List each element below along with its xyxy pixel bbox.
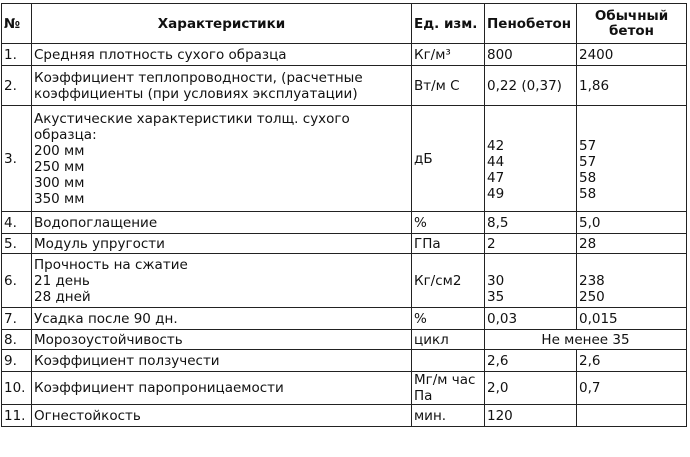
unit-line: Кг/см2 [414, 272, 462, 289]
unit-cell [412, 254, 485, 308]
unit-cell [412, 212, 485, 234]
characteristic-name-line: Усадка после 90 дн. [34, 310, 178, 327]
characteristic-name [32, 212, 412, 234]
foam-concrete-value-line: 2 [487, 235, 496, 252]
row-number: 10. [2, 372, 32, 405]
regular-concrete-value [577, 234, 687, 254]
unit-line: ГПа [414, 235, 441, 252]
unit-line: % [414, 214, 427, 231]
unit-cell [412, 106, 485, 212]
foam-concrete-value-line: 42 [487, 137, 505, 154]
foam-concrete-value [485, 106, 577, 212]
regular-concrete-value-line: 250 [579, 288, 605, 305]
characteristic-name-line: 200 мм [34, 142, 85, 159]
table-row [2, 405, 687, 427]
characteristic-name [32, 308, 412, 330]
characteristic-name-line: 250 мм [34, 158, 85, 175]
regular-concrete-value-line: 238 [579, 272, 605, 289]
characteristic-name [32, 330, 412, 350]
regular-concrete-value [577, 44, 687, 66]
unit-line: Вт/м С [414, 77, 460, 94]
foam-concrete-value-line: 0,22 (0,37) [487, 77, 562, 94]
regular-concrete-value [577, 308, 687, 330]
regular-concrete-value-line: 5,0 [579, 214, 601, 231]
characteristic-name [32, 66, 412, 106]
table-row [2, 372, 687, 405]
table-row [2, 66, 687, 106]
header-characteristic: Характеристики [32, 4, 412, 44]
regular-concrete-value-line: 58 [579, 169, 597, 186]
regular-concrete-value [577, 254, 687, 308]
unit-line: дБ [414, 150, 433, 167]
table-row [2, 212, 687, 234]
regular-concrete-value [577, 212, 687, 234]
table-row [2, 350, 687, 372]
header-number: № [2, 4, 32, 44]
regular-concrete-value-line: 58 [579, 185, 597, 202]
foam-concrete-value [485, 372, 577, 405]
characteristic-name-line: Морозоустойчивость [34, 331, 183, 348]
row-number: 5. [2, 234, 32, 254]
unit-line: Па [414, 388, 433, 404]
foam-concrete-value-line: 120 [487, 407, 513, 424]
unit-cell [412, 66, 485, 106]
unit-line: % [414, 310, 427, 327]
foam-concrete-value-line: 800 [487, 46, 513, 63]
table-row [2, 234, 687, 254]
characteristic-name [32, 44, 412, 66]
characteristic-name [32, 106, 412, 212]
foam-concrete-value-line: 0,03 [487, 310, 518, 327]
regular-concrete-value-line: 28 [579, 235, 597, 252]
header-regular-concrete-line2: бетон [608, 22, 654, 39]
unit-line: цикл [414, 331, 449, 348]
regular-concrete-value [577, 106, 687, 212]
row-number: 6. [2, 254, 32, 308]
foam-concrete-value [485, 405, 577, 427]
characteristic-name-line: Акустические характеристики толщ. сухого [34, 110, 350, 127]
foam-concrete-value-line: 35 [487, 288, 505, 305]
table-body [2, 44, 687, 427]
regular-concrete-value [577, 405, 687, 427]
foam-concrete-value [485, 66, 577, 106]
characteristic-name-line: Огнестойкость [34, 407, 141, 424]
characteristic-name-line: Прочность на сжатие [34, 256, 188, 273]
table-row [2, 308, 687, 330]
unit-cell [412, 350, 485, 372]
row-number: 8. [2, 330, 32, 350]
regular-concrete-value-line: 2,6 [579, 352, 601, 369]
characteristic-name-line: 28 дней [34, 288, 91, 305]
foam-concrete-value [485, 308, 577, 330]
characteristic-name-line: Средняя плотность сухого образца [34, 46, 287, 63]
characteristic-name [32, 372, 412, 405]
characteristic-name-line: коэффициенты (при условиях эксплуатации) [34, 85, 358, 102]
regular-concrete-value-line: 57 [579, 137, 597, 154]
table-row [2, 44, 687, 66]
header-regular-concrete-line1: Обычный [594, 7, 669, 24]
characteristic-name-line: Водопоглащение [34, 214, 158, 231]
characteristic-name-line: Коэффициент теплопроводности, (расчетные [34, 69, 363, 86]
foam-concrete-value-line: 49 [487, 185, 505, 202]
table-row [2, 254, 687, 308]
unit-line: Мг/м час [414, 372, 476, 388]
characteristic-name [32, 234, 412, 254]
characteristic-name-line: 350 мм [34, 190, 85, 207]
header-foam-concrete: Пенобетон [485, 4, 577, 44]
foam-concrete-value-line: 2,0 [487, 380, 509, 396]
table-row [2, 330, 687, 350]
regular-concrete-value-line: 0,7 [579, 380, 601, 396]
characteristics-table [1, 3, 687, 427]
row-number: 3. [2, 106, 32, 212]
regular-concrete-value-line: 57 [579, 153, 597, 170]
table-row [2, 106, 687, 212]
regular-concrete-value [577, 350, 687, 372]
row-number: 4. [2, 212, 32, 234]
foam-concrete-value [485, 234, 577, 254]
characteristic-name [32, 350, 412, 372]
regular-concrete-value [577, 66, 687, 106]
regular-concrete-value-line: 2400 [579, 46, 614, 63]
characteristic-name [32, 254, 412, 308]
characteristic-name-line: Модуль упругости [34, 235, 165, 252]
row-number: 1. [2, 44, 32, 66]
regular-concrete-value-line: 1,86 [579, 77, 610, 94]
header-unit: Ед. изм. [412, 4, 485, 44]
unit-line: мин. [414, 407, 447, 424]
unit-line: Кг/м³ [414, 46, 451, 63]
row-number: 9. [2, 350, 32, 372]
row-number: 11. [2, 405, 32, 427]
foam-concrete-value [485, 350, 577, 372]
unit-cell [412, 405, 485, 427]
unit-cell [412, 330, 485, 350]
foam-concrete-value-line: 47 [487, 169, 505, 186]
characteristic-name-line: Коэффициент паропроницаемости [34, 380, 284, 396]
foam-concrete-value-line: 8,5 [487, 214, 509, 231]
unit-cell [412, 372, 485, 405]
row-number: 2. [2, 66, 32, 106]
header-regular-concrete [577, 4, 687, 44]
foam-concrete-value-line: 44 [487, 153, 505, 170]
foam-concrete-value-line: 30 [487, 272, 505, 289]
merged-value-cell: Не менее 35 [485, 330, 687, 350]
characteristic-name-line: 300 мм [34, 174, 85, 191]
characteristic-name-line: образца: [34, 126, 97, 143]
unit-cell [412, 234, 485, 254]
unit-cell [412, 44, 485, 66]
header-row [2, 4, 687, 44]
foam-concrete-value [485, 212, 577, 234]
row-number: 7. [2, 308, 32, 330]
foam-concrete-value-line: 2,6 [487, 352, 509, 369]
unit-cell [412, 308, 485, 330]
foam-concrete-value [485, 254, 577, 308]
characteristic-name [32, 405, 412, 427]
regular-concrete-value [577, 372, 687, 405]
foam-concrete-value [485, 44, 577, 66]
characteristic-name-line: 21 день [34, 272, 90, 289]
characteristic-name-line: Коэффициент ползучести [34, 352, 220, 369]
regular-concrete-value-line: 0,015 [579, 310, 618, 327]
